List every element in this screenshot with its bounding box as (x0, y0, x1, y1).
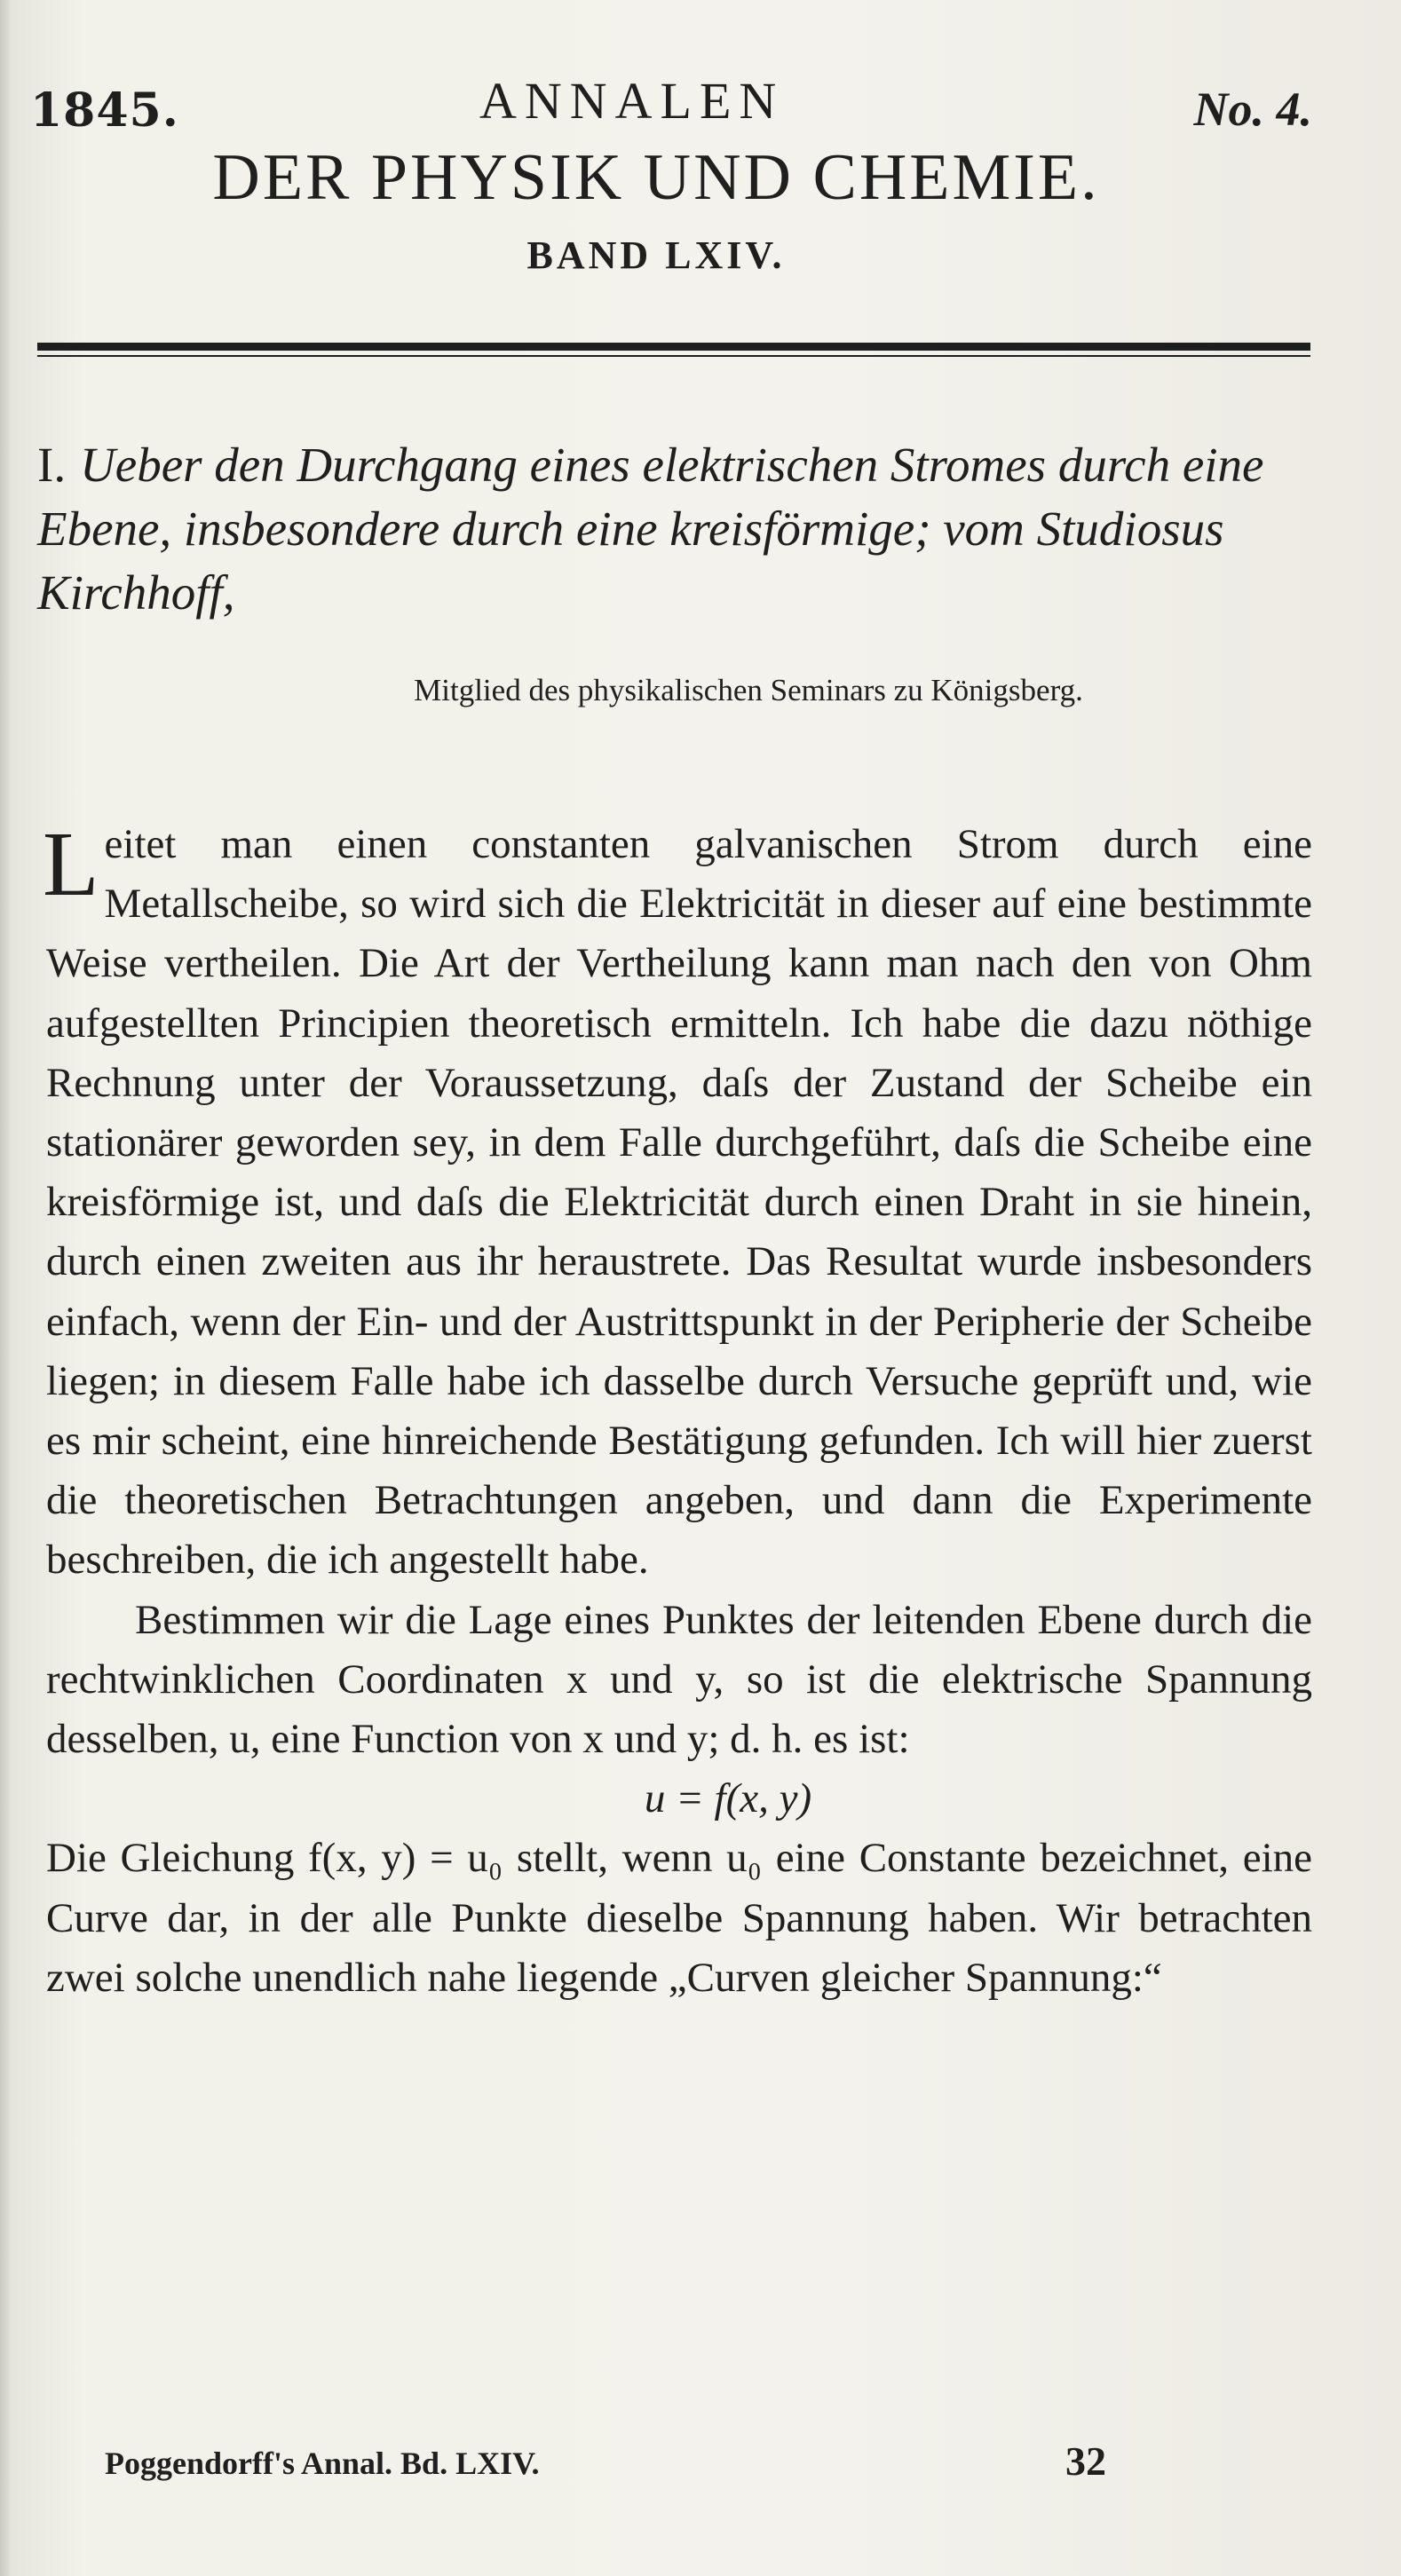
header-issue-number: No. 4. (1193, 83, 1312, 136)
article-title: Ueber den Durchgang eines elektrischen Stromes durch eine Ebene, insbesondere durch eine kreisförmige; vom Studiosus Kirchhoff, (37, 438, 1264, 620)
article-body (43, 813, 1312, 2008)
author-affiliation: Mitglied des physikalischen Seminars zu Königsberg. (414, 673, 1083, 707)
header-year: 1845. (30, 83, 179, 138)
article-number: I. (37, 438, 67, 492)
paragraph-3: Die Gleichung f(x, y) = u₀ stellt, wenn u₀ eine Constante bezeichnet, eine Curve dar, in der alle Punkte dieselbe Spannung haben. Wir betrachten zwei solche unendlich nahe liegende „Curven gleicher Spannung:“ (46, 1835, 1312, 2001)
paragraph-1 (43, 813, 1312, 1591)
header-rule-thin (37, 355, 1310, 357)
drop-cap: L (43, 813, 99, 915)
footer-sheet-number: 32 (1065, 2438, 1106, 2484)
article-title-block (37, 433, 1316, 625)
header-volume: BAND LXIV. (526, 233, 786, 277)
page-spine-shadow (0, 0, 12, 2576)
header-subtitle: DER PHYSIK UND CHEMIE. (212, 141, 1100, 214)
journal-header (0, 62, 1401, 302)
header-rule-thick (37, 343, 1310, 351)
header-journal-name: ANNALEN (479, 72, 785, 130)
formula: u = f(x, y) (644, 1775, 812, 1822)
paragraph-2: Bestimmen wir die Lage eines Punktes der leitenden Ebene durch die rechtwinklichen Coordinaten x und y, so ist die elektrische Spannung desselben, u, eine Function von x und y; d. h. es ist: (46, 1596, 1312, 1763)
paragraph-1-text: eitet man einen constanten galvanischen Strom durch eine Metallscheibe, so wird sich die Elektricität in dieser auf eine bestimmte Weise vertheilen. Die Art der Vertheilung kann man nach den von Ohm aufgestellten Principien theoretisch ermitteln. Ich habe die dazu nöthige Rechnung unter der Voraussetzung, daſs der Zustand der Scheibe ein stationärer geworden sey, in dem Falle durchgeführt, daſs die Scheibe eine kreisförmige ist, und daſs die Elektricität durch einen Draht in sie hinein, durch einen zweiten aus ihr heraustrete. Das Resultat wurde insbesonders einfach, wenn der Ein- und der Austrittspunkt in der Peripherie der Scheibe liegen; in diesem Falle habe ich dasselbe durch Versuche geprüft und, wie es mir scheint, eine hinreichende Bestätigung gefunden. Ich will hier zuerst die theoretischen Betrachtungen angeben, und dann die Experimente beschreiben, die ich angestellt habe. (46, 821, 1312, 1584)
footer-signature: Poggendorff's Annal. Bd. LXIV. (105, 2446, 540, 2481)
